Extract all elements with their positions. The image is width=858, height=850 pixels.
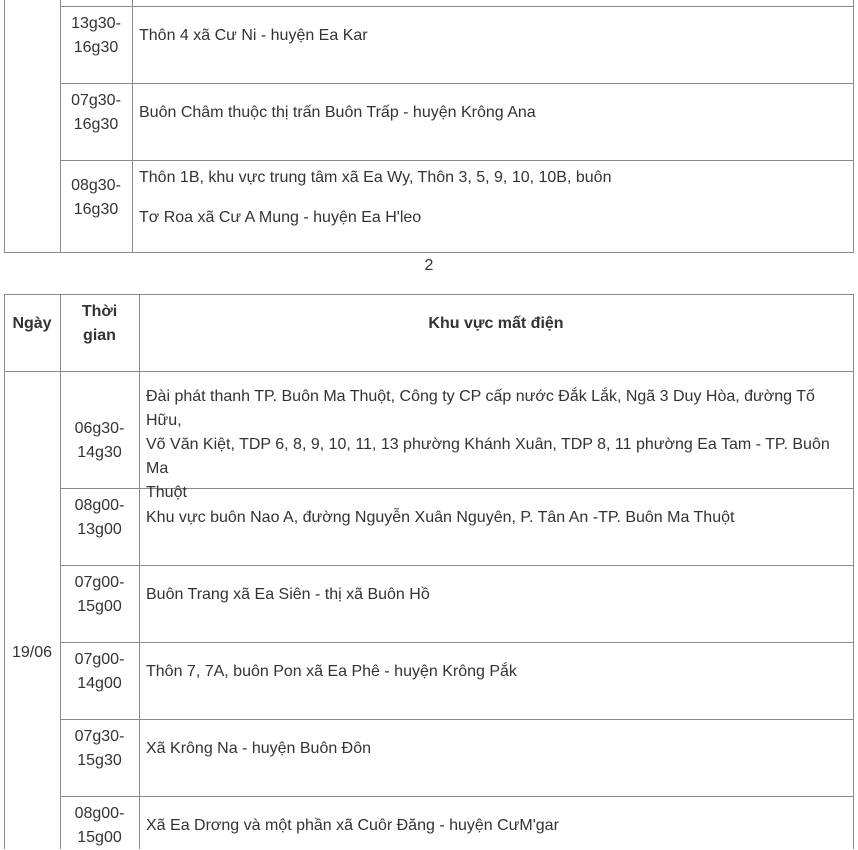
table-row-area: Thôn 4 xã Cư Ni - huyện Ea Kar xyxy=(139,27,368,44)
header-area: Khu vực mất điện xyxy=(428,315,564,332)
date-cell: 19/06 xyxy=(11,644,53,661)
page-number: 2 xyxy=(424,257,434,274)
table-row-area: Thôn 1B, khu vực trung tâm xã Ea Wy, Thôn 3, 5, 9, 10, 10B, buôn Tơ Roa xã Cư A Mung - huyện Ea H'leo xyxy=(139,169,612,226)
table-row-time: 08g30- 16g30 xyxy=(71,177,121,218)
table-row-time: 06g30- 14g30 xyxy=(74,420,125,461)
table-row-area: Buôn Trang xã Ea Siên - thị xã Buôn Hồ xyxy=(146,586,430,603)
table-row-time: 08g00- 15g00 xyxy=(74,805,125,846)
table-row-time: 13g30- 16g30 xyxy=(71,15,121,56)
table-row-time: 07g30- 15g30 xyxy=(74,728,125,769)
table-row-area: Buôn Châm thuộc thị trấn Buôn Trấp - huyện Krông Ana xyxy=(139,104,536,121)
header-day: Ngày xyxy=(12,315,52,332)
table-row-time: 07g30- 16g30 xyxy=(71,92,121,133)
table-row-area: Thôn 7, 7A, buôn Pon xã Ea Phê - huyện Krông Pắk xyxy=(146,663,517,680)
table-row-time: 07g00- 14g00 xyxy=(74,651,125,692)
table-row-area: Xã Ea Drơng và một phần xã Cuôr Đăng - huyện CưM'gar xyxy=(146,817,559,834)
table-row-area: Xã Krông Na - huyện Buôn Đôn xyxy=(146,740,372,757)
table-row-time: 08g00- 13g00 xyxy=(74,497,125,538)
table-row-area: Đài phát thanh TP. Buôn Ma Thuột, Công ty CP cấp nước Đắk Lắk, Ngã 3 Duy Hòa, đường Tố Hữu, Võ Văn Kiệt, TDP 6, 8, 9, 10, 11, 13 phường Khánh Xuân, TDP 8, 11 phường Ea Tam - TP. Buôn Ma Thuột xyxy=(146,388,830,501)
table-row-area: Khu vực buôn Nao A, đường Nguyễn Xuân Nguyên, P. Tân An -TP. Buôn Ma Thuột xyxy=(146,509,735,526)
table-row-time: 07g00- 15g00 xyxy=(74,574,125,615)
header-time: Thời gian xyxy=(81,303,118,344)
